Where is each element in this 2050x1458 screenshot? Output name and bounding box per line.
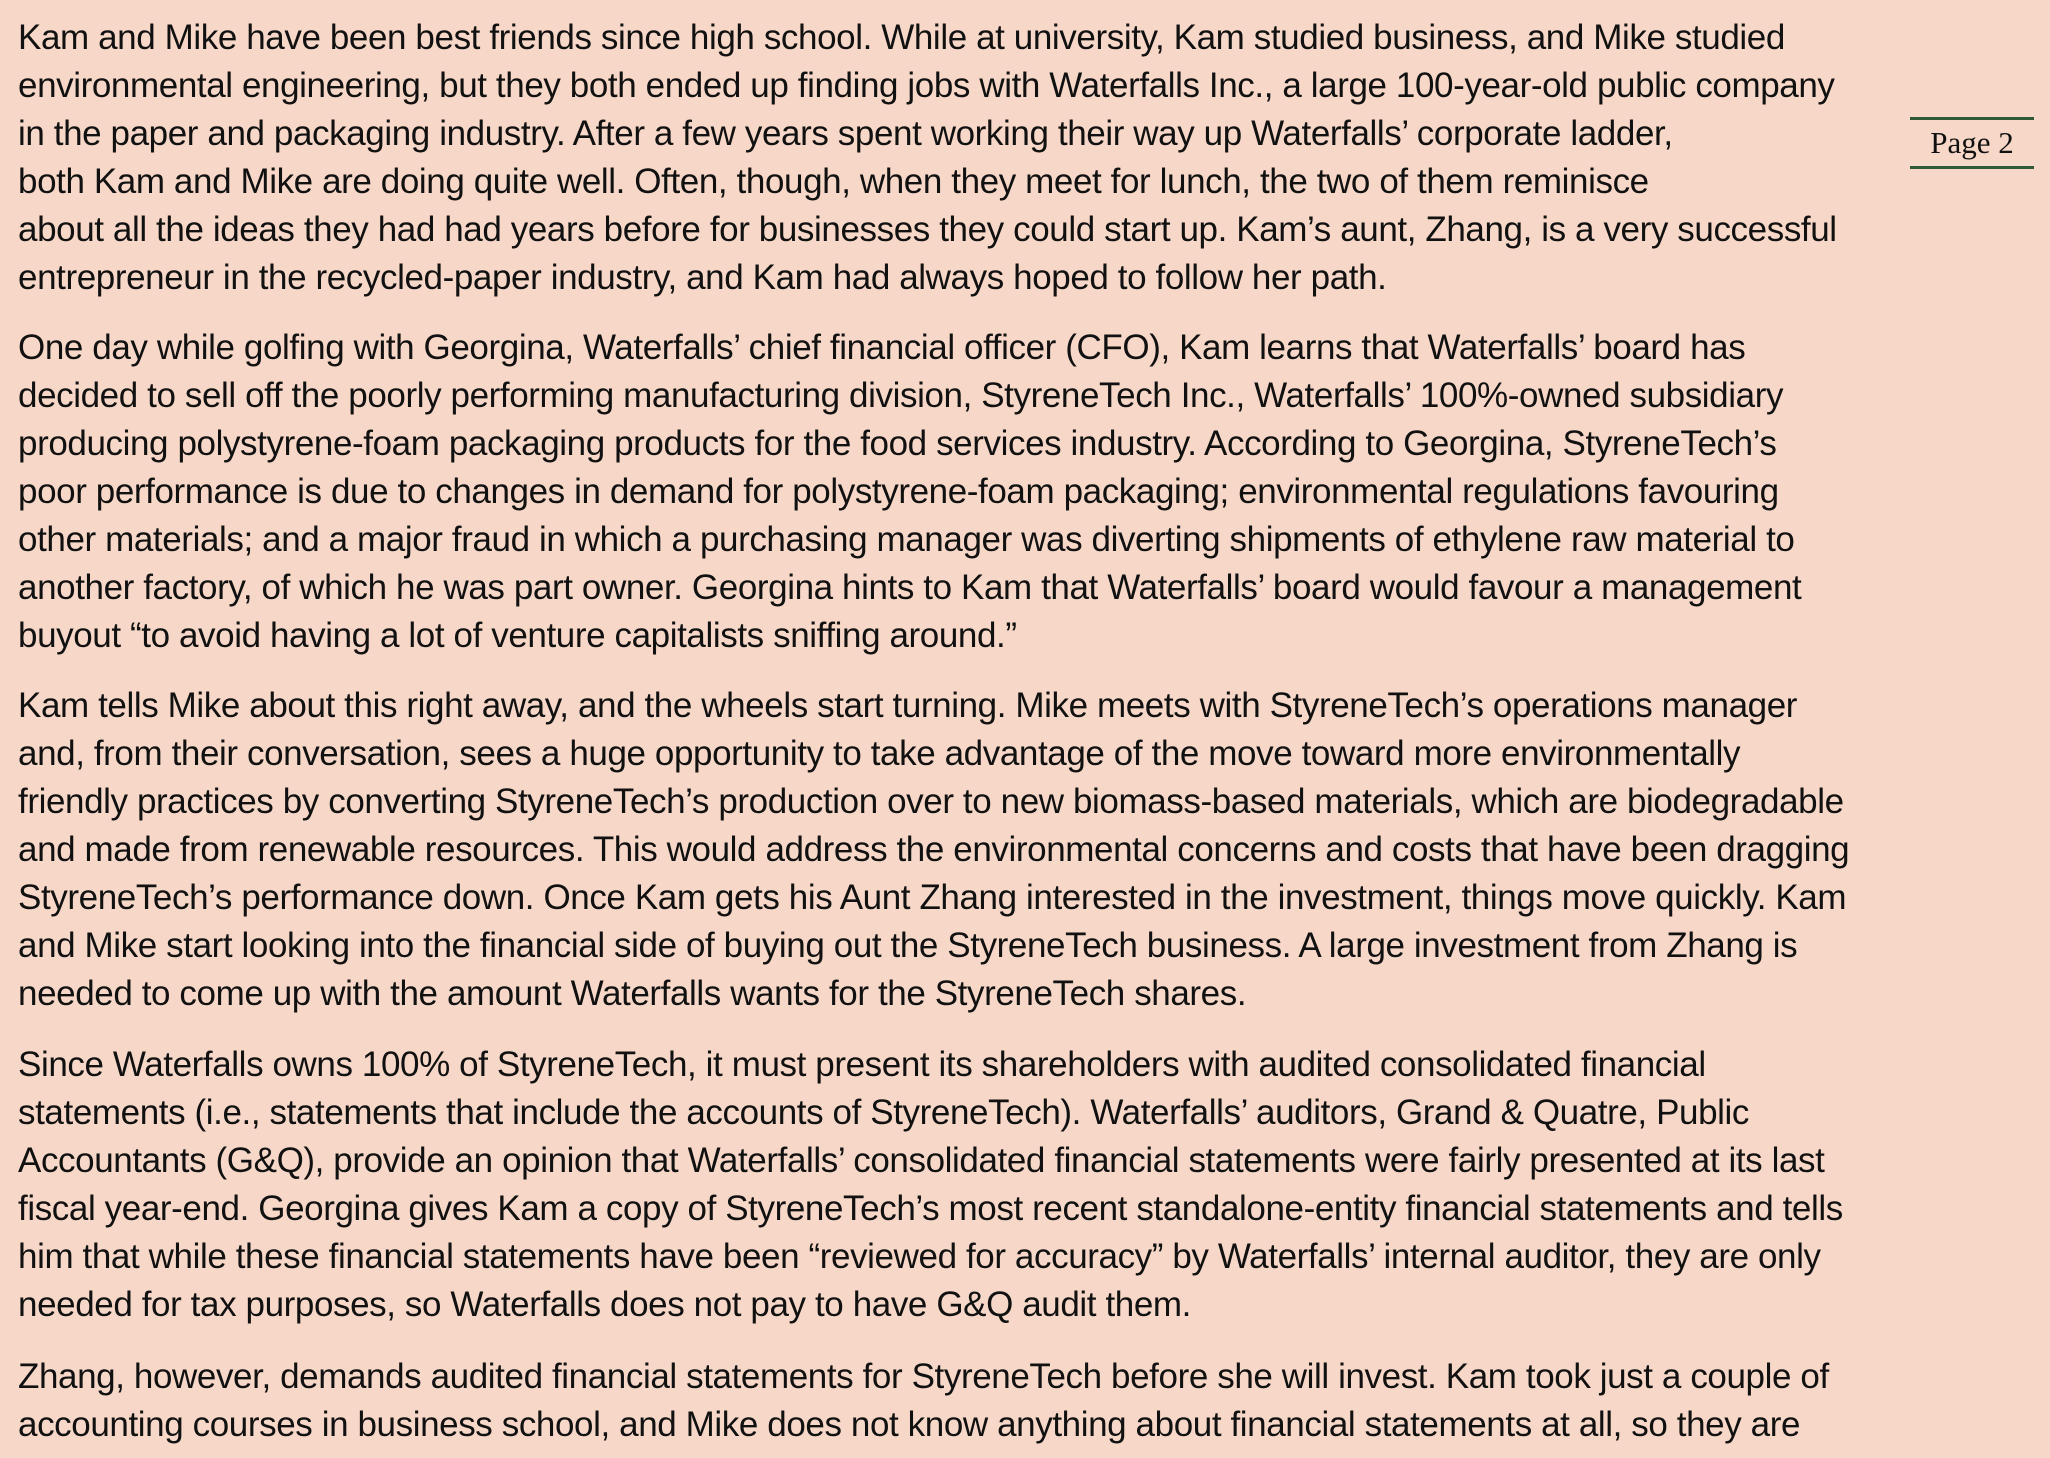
text-line: One day while golfing with Georgina, Waterfalls’ chief financial officer (CFO), Kam learns that Waterfalls’ board has bbox=[18, 328, 1746, 367]
text-line: another factory, of which he was part owner. Georgina hints to Kam that Waterfalls’ board would favour a management bbox=[18, 568, 1802, 607]
paragraph-3 bbox=[18, 682, 1849, 1018]
text-line: and, from their conversation, sees a huge opportunity to take advantage of the move toward more environmentally bbox=[18, 734, 1741, 773]
text-line: needed for tax purposes, so Waterfalls does not pay to have G&Q audit them. bbox=[18, 1285, 1191, 1324]
text-line: and Mike start looking into the financial side of buying out the StyreneTech business. A large investment from Zhang is bbox=[18, 926, 1798, 965]
text-line: and made from renewable resources. This would address the environmental concerns and costs that have been dragging bbox=[18, 830, 1850, 869]
page-number-label: Page 2 bbox=[1910, 117, 2034, 169]
text-line: other materials; and a major fraud in which a purchasing manager was diverting shipments of ethylene raw material to bbox=[18, 520, 1795, 559]
paragraph-4 bbox=[18, 1041, 1843, 1329]
text-line: Kam and Mike have been best friends since high school. While at university, Kam studied business, and Mike studied bbox=[18, 18, 1785, 57]
text-line: Accountants (G&Q), provide an opinion that Waterfalls’ consolidated financial statements were fairly presented at its last bbox=[18, 1141, 1825, 1180]
text-line: him that while these financial statements have been “reviewed for accuracy” by Waterfalls’ internal auditor, they are only bbox=[18, 1237, 1821, 1276]
text-line: entrepreneur in the recycled-paper industry, and Kam had always hoped to follow her path. bbox=[18, 258, 1387, 297]
text-line: Kam tells Mike about this right away, and the wheels start turning. Mike meets with StyreneTech’s operations manager bbox=[18, 686, 1798, 725]
text-line: about all the ideas they had had years before for businesses they could start up. Kam’s aunt, Zhang, is a very successful bbox=[18, 210, 1837, 249]
text-line: statements (i.e., statements that include the accounts of StyreneTech). Waterfalls’ auditors, Grand & Quatre, Public bbox=[18, 1093, 1750, 1132]
text-line: in the paper and packaging industry. After a few years spent working their way up Waterfalls’ corporate ladder, bbox=[18, 114, 1673, 153]
text-line: decided to sell off the poorly performing manufacturing division, StyreneTech Inc., Waterfalls’ 100%-owned subsidiary bbox=[18, 376, 1784, 415]
paragraph-5 bbox=[18, 1353, 1829, 1449]
text-line: producing polystyrene-foam packaging products for the food services industry. According to Georgina, StyreneTech’s bbox=[18, 424, 1777, 463]
text-line: poor performance is due to changes in demand for polystyrene-foam packaging; environmental regulations favouring bbox=[18, 472, 1779, 511]
text-line: StyreneTech’s performance down. Once Kam gets his Aunt Zhang interested in the investment, things move quickly. Kam bbox=[18, 878, 1847, 917]
text-line: environmental engineering, but they both ended up finding jobs with Waterfalls Inc., a large 100-year-old public company bbox=[18, 66, 1835, 105]
paragraph-1 bbox=[18, 14, 1837, 302]
text-line: needed to come up with the amount Waterfalls wants for the StyreneTech shares. bbox=[18, 974, 1247, 1013]
text-line: both Kam and Mike are doing quite well. Often, though, when they meet for lunch, the two of them reminisce bbox=[18, 162, 1649, 201]
text-line: fiscal year-end. Georgina gives Kam a copy of StyreneTech’s most recent standalone-entity financial statements and tells bbox=[18, 1189, 1843, 1228]
text-line: accounting courses in business school, and Mike does not know anything about financial statements at all, so they are bbox=[18, 1405, 1801, 1444]
text-line: buyout “to avoid having a lot of venture capitalists sniffing around.” bbox=[18, 616, 1017, 655]
text-line: Since Waterfalls owns 100% of StyreneTech, it must present its shareholders with audited consolidated financial bbox=[18, 1045, 1706, 1084]
paragraph-2 bbox=[18, 324, 1801, 660]
text-line: Zhang, however, demands audited financial statements for StyreneTech before she will invest. Kam took just a couple of bbox=[18, 1357, 1829, 1396]
text-line: friendly practices by converting StyreneTech’s production over to new biomass-based materials, which are biodegradable bbox=[18, 782, 1844, 821]
